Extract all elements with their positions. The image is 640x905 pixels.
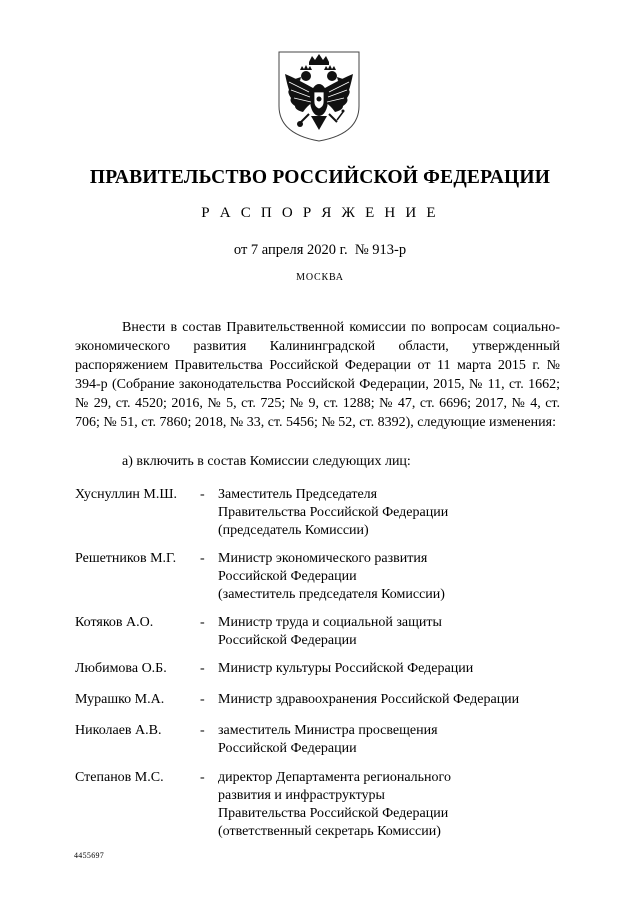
member-dash: - [200,692,205,707]
main-paragraph: Внести в состав Правительственной комиссии по вопросам социально-экономического развития Калининградской области, утвержденный распоряжением Правительства Российской Федерации от 11 марта 2015 г. № 394-р (Собрание законодательства Российской Федерации, 2015, № 11, ст. 1662; № 29, ст. 4520; 2016, № 5, ст. 725; № 9, ст. 1288; № 47, ст. 6696; 2017, № 4, ст. 706; № 51, ст. 7860; 2018, № 33, ст. 5456; № 52, ст. 8392), следующие изменения: [75,320,560,430]
document-date-number: от 7 апреля 2020 г. № 913-р [233,242,407,258]
document-type: Р А С П О Р Я Ж Е Н И Е [201,205,439,221]
document-code: 4455697 [74,851,105,860]
sub-item-a: а) включить в состав Комиссии следующих лиц: [122,454,411,469]
member-dash: - [200,487,205,502]
member-role: Заместитель Председателя Правительства Российской Федерации (председатель Комиссии) [218,487,449,538]
document-place: МОСКВА [296,272,344,283]
member-role: Министр культуры Российской Федерации [218,661,474,676]
member-name: Хуснуллин М.Ш. [75,487,177,502]
member-dash: - [200,615,205,630]
member-role: директор Департамента регионального развития и инфраструктуры Правительства Российской Федерации (ответственный секретарь Комиссии) [218,770,451,839]
member-role: Министр труда и социальной защиты Российской Федерации [218,615,442,648]
member-dash: - [200,661,205,676]
member-role: заместитель Министра просвещения Российской Федерации [218,723,438,756]
member-name: Мурашко М.А. [75,692,165,707]
member-dash: - [200,723,205,738]
member-role: Министр экономического развития Российской Федерации (заместитель председателя Комиссии) [218,551,445,602]
member-name: Степанов М.С. [75,770,164,785]
coat-of-arms-icon [273,48,365,144]
member-name: Решетников М.Г. [75,551,177,566]
member-name: Котяков А.О. [75,615,154,630]
member-name: Николаев А.В. [75,723,162,738]
government-title: ПРАВИТЕЛЬСТВО РОССИЙСКОЙ ФЕДЕРАЦИИ [89,167,551,188]
member-dash: - [200,770,205,785]
member-dash: - [200,551,205,566]
member-name: Любимова О.Б. [75,661,167,676]
member-role: Министр здравоохранения Российской Федерации [218,692,520,707]
